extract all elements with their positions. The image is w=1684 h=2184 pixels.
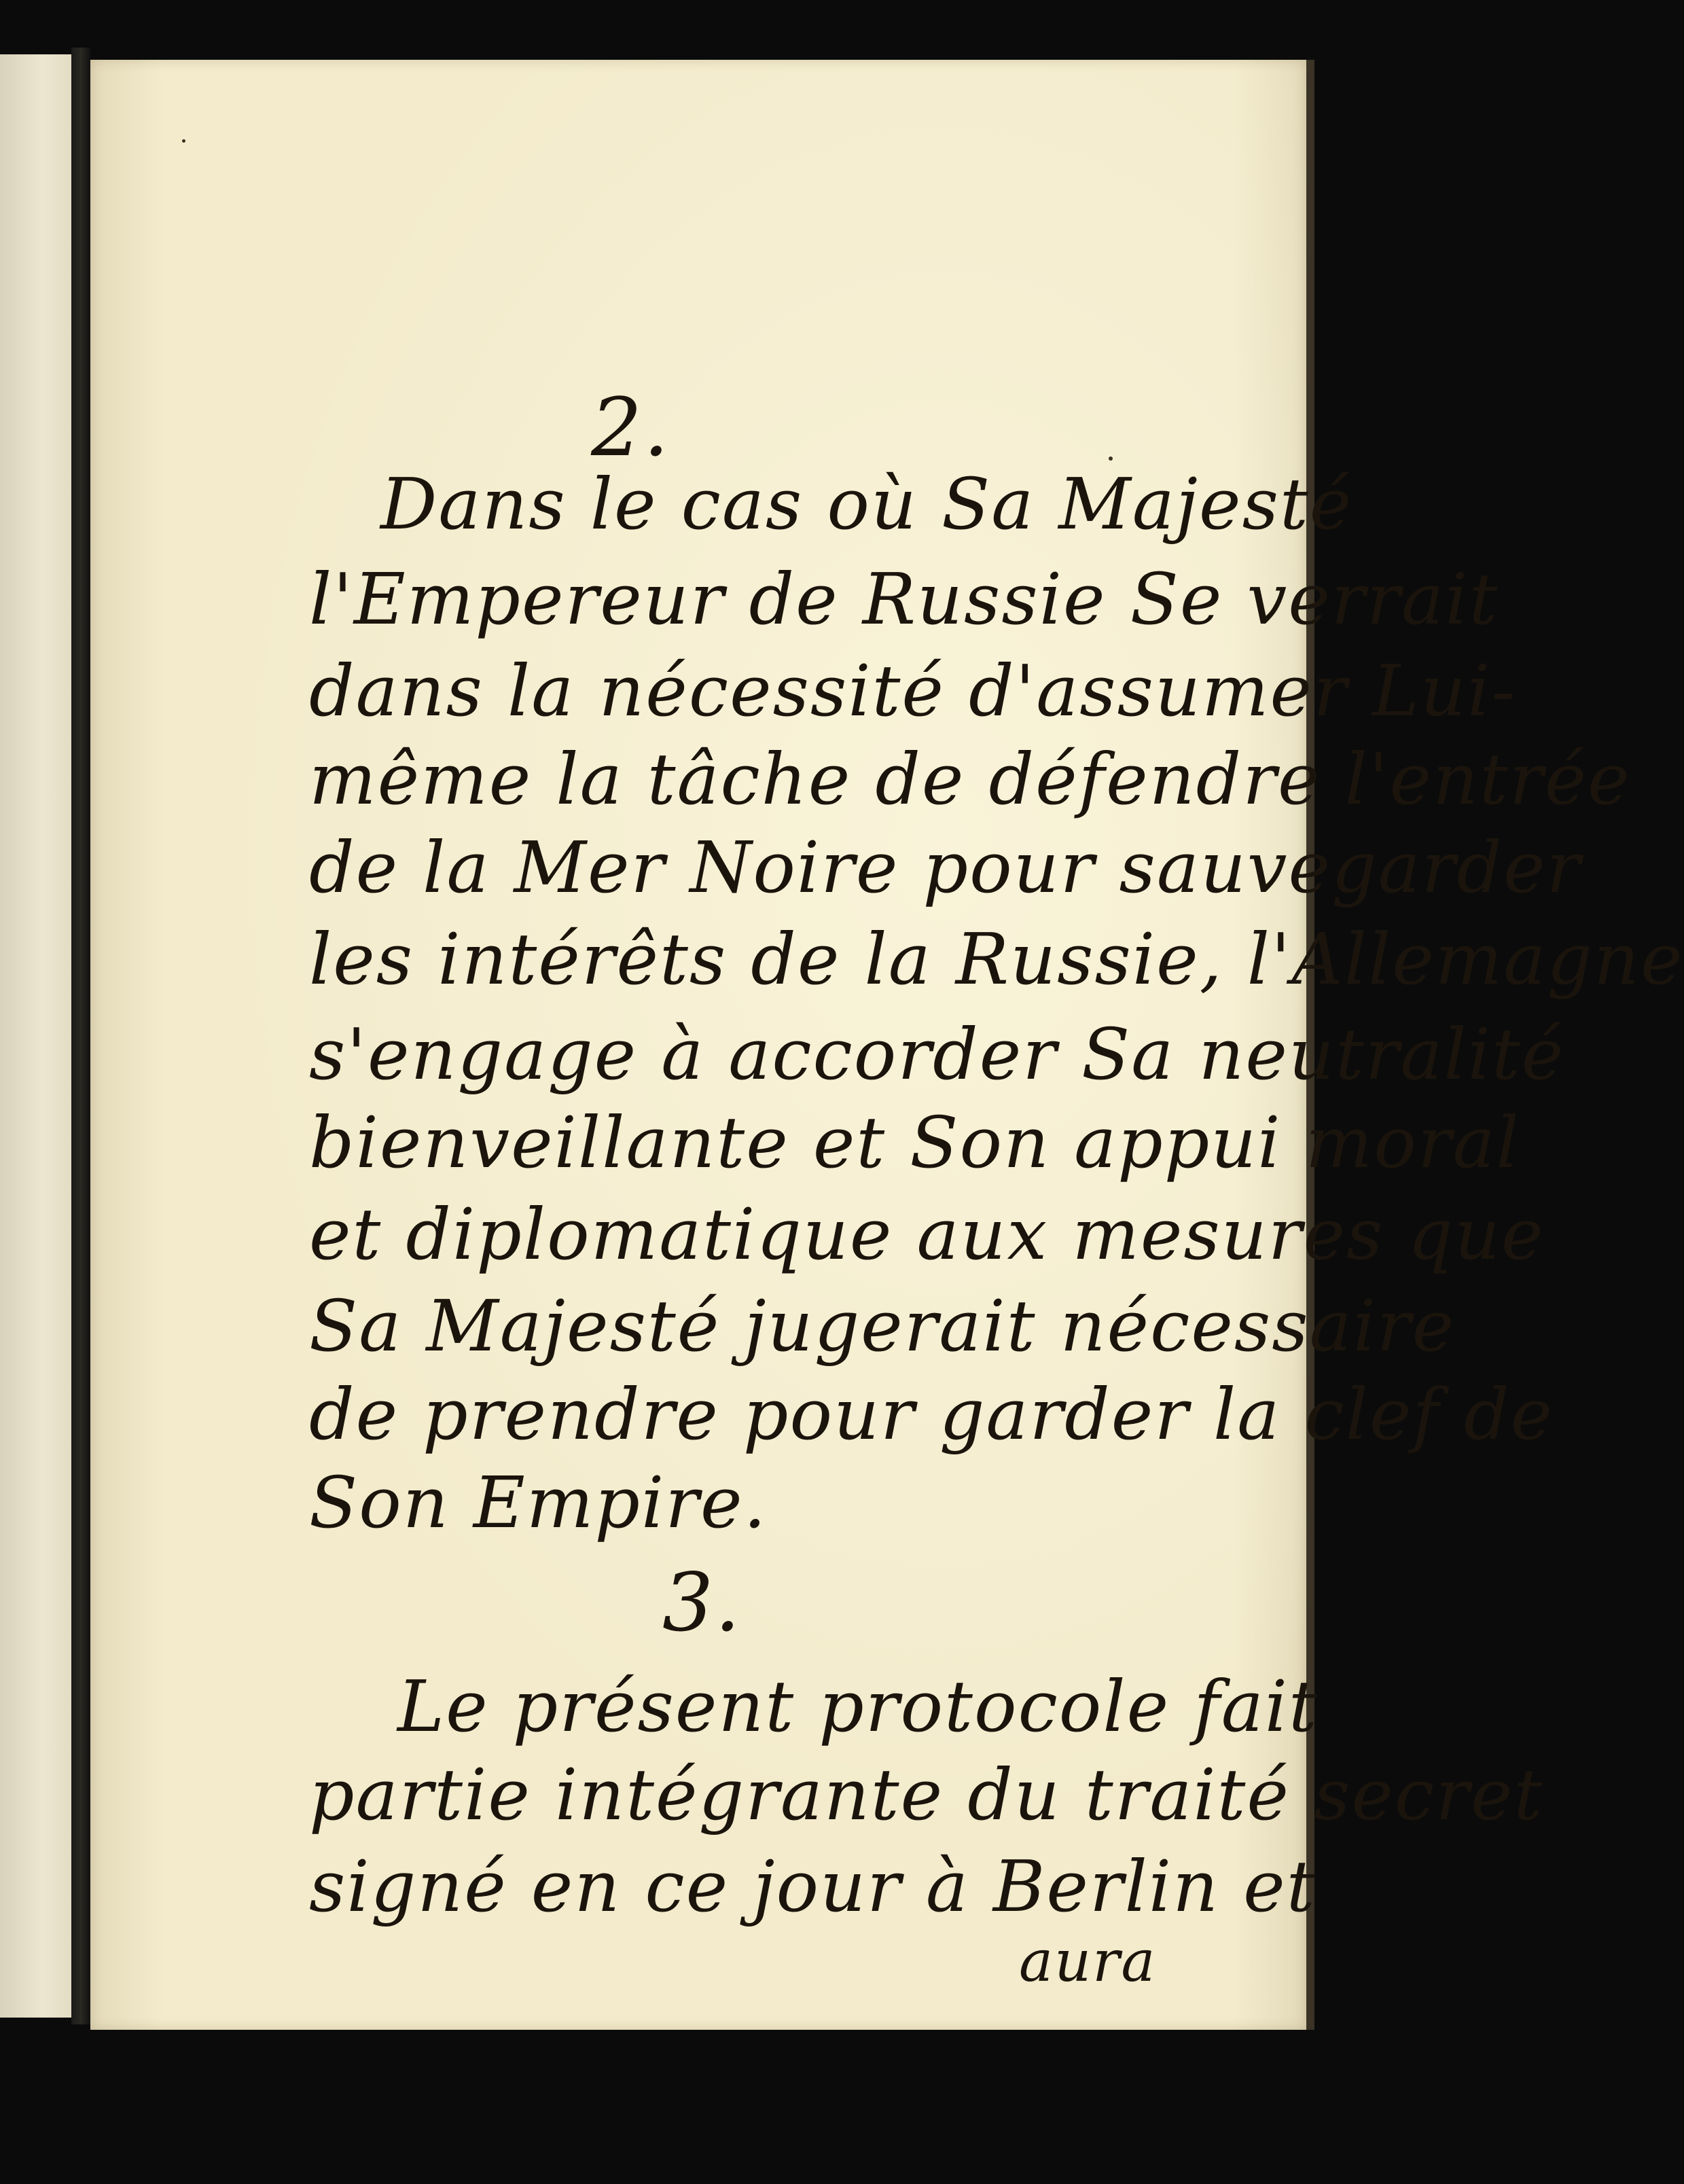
section-2-line-2: l'Empereur de Russie Se verrait bbox=[309, 558, 1499, 641]
section-number-3: 3. bbox=[662, 1556, 742, 1649]
ink-speck bbox=[1109, 457, 1113, 461]
section-2-line-7: s'engage à accorder Sa neutralité bbox=[309, 1013, 1565, 1096]
section-2-line-1: Dans le cas où Sa Majesté bbox=[380, 463, 1353, 545]
section-3-line-3: signé en ce jour à Berlin et bbox=[309, 1845, 1316, 1928]
section-2-line-9: et diplomatique aux mesures que bbox=[309, 1193, 1545, 1276]
facing-page-edge bbox=[0, 54, 71, 2018]
section-2-line-4: même la tâche de défendre l'entrée bbox=[309, 738, 1631, 821]
section-3-line-1: Le présent protocole fait bbox=[397, 1665, 1319, 1748]
section-number-2: 2. bbox=[591, 380, 670, 474]
section-2-line-8: bienveillante et Son appui moral bbox=[309, 1101, 1520, 1184]
section-2-line-11: de prendre pour garder la clef de bbox=[309, 1373, 1554, 1456]
section-2-line-12: Son Empire. bbox=[309, 1461, 768, 1544]
section-3-line-2: partie intégrante du traité secret bbox=[309, 1753, 1544, 1836]
section-2-line-3: dans la nécessité d'assumer Lui- bbox=[309, 649, 1517, 732]
section-2-line-6: les intérêts de la Russie, l'Allemagne bbox=[309, 918, 1684, 1001]
catchword: aura bbox=[1019, 1928, 1157, 1994]
section-2-line-5: de la Mer Noire pour sauvegarder bbox=[309, 826, 1582, 909]
binding-gutter bbox=[71, 48, 90, 2024]
section-2-line-10: Sa Majesté jugerait nécessaire bbox=[309, 1285, 1456, 1367]
ink-speck bbox=[182, 139, 185, 143]
